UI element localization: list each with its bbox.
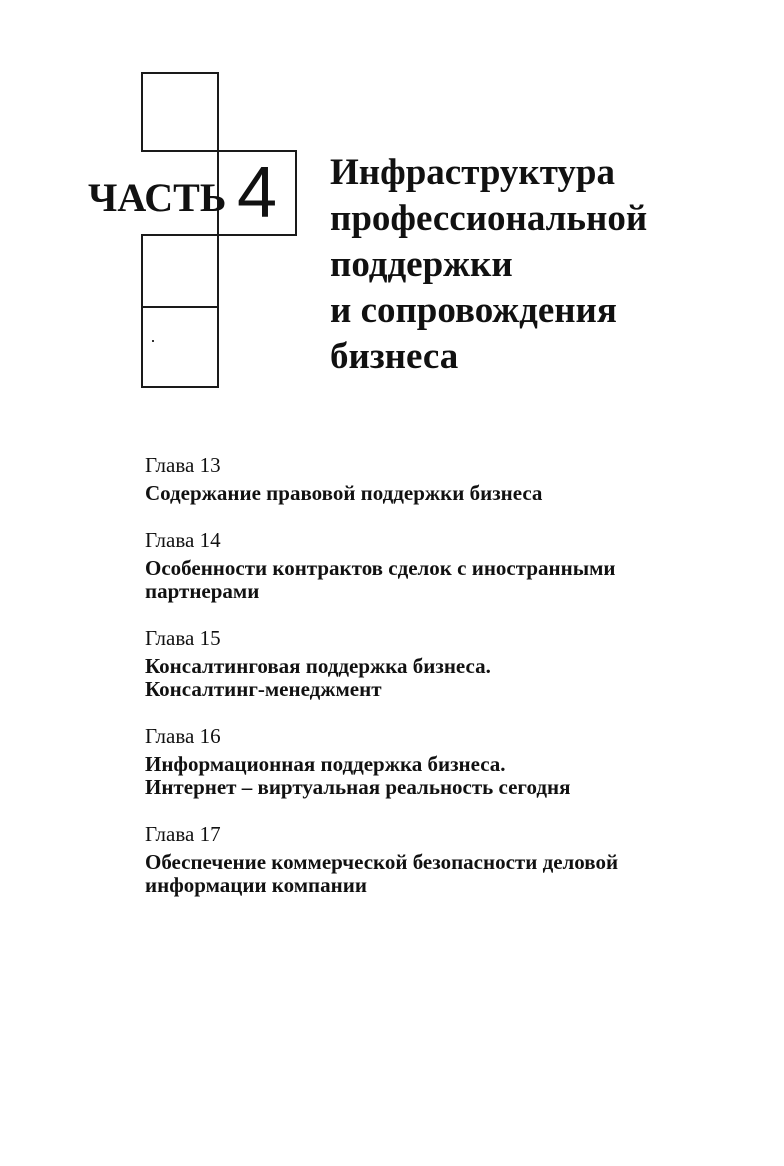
- chapter-label: Глава 17: [145, 822, 221, 846]
- chapter-list: [145, 452, 765, 919]
- chapter-entry-16: [145, 723, 765, 799]
- chapter-title: [145, 753, 765, 799]
- part-title-line: поддержки: [330, 244, 513, 285]
- chapter-title-line: Консалтинговая поддержка бизнеса.: [145, 654, 491, 678]
- part-title: [330, 150, 770, 380]
- part-number: 4: [236, 153, 278, 233]
- chapter-title-line: Обеспечение коммерческой безопасности деловой: [145, 850, 619, 874]
- chapter-title: [145, 482, 765, 505]
- chapter-label: Глава 15: [145, 626, 221, 650]
- chapter-title-line: Информационная поддержка бизнеса.: [145, 752, 506, 776]
- chapter-label: Глава 16: [145, 724, 221, 748]
- chapter-title-line: Содержание правовой поддержки бизнеса: [145, 481, 543, 505]
- part-word: ЧАСТЬ: [88, 175, 227, 220]
- emblem-box-bottom: [141, 306, 219, 388]
- chapter-entry-17: [145, 821, 765, 897]
- chapter-entry-15: [145, 625, 765, 701]
- chapter-label: Глава 13: [145, 453, 221, 477]
- chapter-title: [145, 557, 765, 603]
- part-title-line: бизнеса: [330, 336, 459, 377]
- chapter-entry-13: [145, 452, 765, 505]
- chapter-title: [145, 851, 765, 897]
- chapter-title-line: Интернет – виртуальная реальность сегодня: [145, 775, 571, 799]
- chapter-title-line: партнерами: [145, 579, 260, 603]
- part-title-line: Инфраструктура: [330, 152, 615, 193]
- chapter-title-line: информации компании: [145, 873, 367, 897]
- speck-mark: [152, 340, 154, 342]
- chapter-title: [145, 655, 765, 701]
- chapter-label: Глава 14: [145, 528, 221, 552]
- chapter-title-line: Особенности контрактов сделок с иностранными: [145, 556, 616, 580]
- part-title-line: и сопровождения: [330, 290, 617, 331]
- emblem-box-middle: [141, 234, 219, 308]
- part-title-line: профессиональной: [330, 198, 648, 239]
- chapter-entry-14: [145, 527, 765, 603]
- emblem-box-top: [141, 72, 219, 152]
- chapter-title-line: Консалтинг-менеджмент: [145, 677, 382, 701]
